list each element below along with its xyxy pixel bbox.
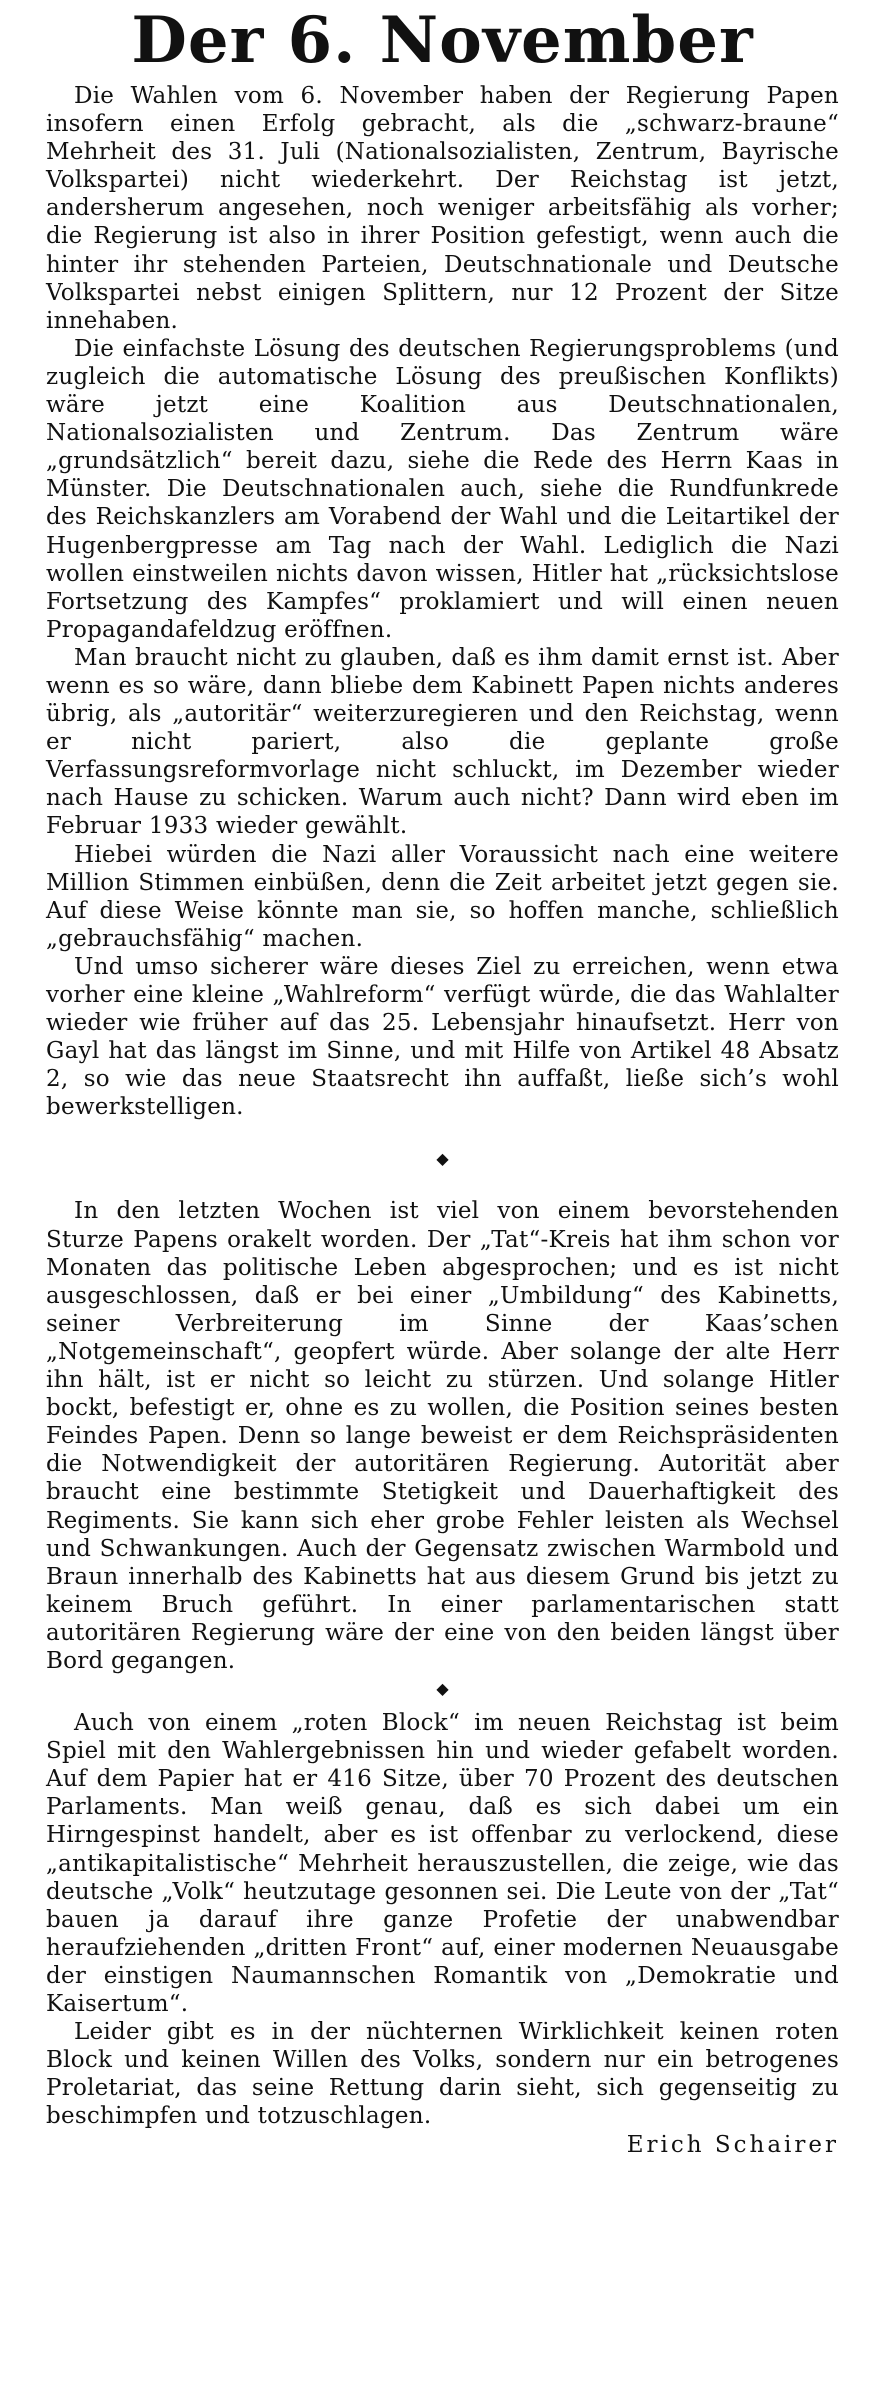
paragraph: Man braucht nicht zu glauben, daß es ihm damit ernst ist. Aber wenn es so wäre, dann bliebe dem Kabinett Papen nichts anderes übrig, als „autoritär“ weiterzuregieren und den Reichstag, wenn er nicht pariert, also die geplante große Verfassungsreformvorlage nicht schluckt, im Dezember wieder nach Hause zu schicken. Warum auch nicht? Dann wird eben im Februar 1933 wieder gewählt. <box>46 644 839 840</box>
article-section-1 <box>46 82 839 1121</box>
article-section-3 <box>46 1709 839 2130</box>
paragraph: Die einfachste Lösung des deutschen Regierungsproblems (und zugleich die automatische Lösung des preußischen Konflikts) wäre jetzt eine Koalition aus Deutschnationalen, Nationalsozialisten und Zentrum. Das Zentrum wäre „grundsätzlich“ bereit dazu, siehe die Rede des Herrn Kaas in Münster. Die Deutschnationalen auch, siehe die Rundfunkrede des Reichskanzlers am Vorabend der Wahl und die Leitartikel der Hugenbergpresse am Tag nach der Wahl. Lediglich die Nazi wollen einstweilen nichts davon wissen, Hitler hat „rücksichtslose Fortsetzung des Kampfes“ proklamiert und will einen neuen Propagandafeldzug eröffnen. <box>46 335 839 643</box>
author-signature: Erich Schairer <box>626 2132 839 2159</box>
paragraph: Die Wahlen vom 6. November haben der Regierung Papen insofern einen Erfolg gebracht, als die „schwarz-braune“ Mehrheit des 31. Juli (Nationalsozialisten, Zentrum, Bayrische Volkspartei) nicht wiederkehrt. Der Reichstag ist jetzt, andersherum angesehen, noch weniger arbeitsfähig als vorher; die Regierung ist also in ihrer Position gefestigt, wenn auch die hinter ihr stehenden Parteien, Deutschnationale und Deutsche Volkspartei nebst einigen Splittern, nur 12 Prozent der Sitze innehaben. <box>46 83 839 334</box>
paragraph: In den letzten Wochen ist viel von einem bevorstehenden Sturze Papens orakelt worden. Der „Tat“-Kreis hat ihm schon vor Monaten das politische Leben abgesprochen; und es ist nicht ausgeschlossen, daß er bei einer „Umbildung“ des Kabinetts, seiner Verbreiterung im Sinne der Kaas’schen „Notgemeinschaft“, geopfert würde. Aber solange der alte Herr ihn hält, ist er nicht so leicht zu stürzen. Und solange Hitler bockt, befestigt er, ohne es zu wollen, die Position seines besten Feindes Papen. Denn so lange beweist er dem Reichspräsidenten die Notwendigkeit der autoritären Regierung. Autorität aber braucht eine bestimmte Stetigkeit und Dauerhaftigkeit des Regiments. Sie kann sich eher grobe Fehler leisten als Wechsel und Schwankungen. Auch der Gegensatz zwischen Warmbold und Braun innerhalb des Kabinetts hat aus diesem Grund bis jetzt zu keinem Bruch geführt. In einer parlamentarischen statt autoritären Regierung wäre der eine von den beiden längst über Bord gegangen. <box>46 1198 839 1674</box>
paragraph: Leider gibt es in der nüchternen Wirklichkeit keinen roten Block und keinen Willen des Volks, sondern nur ein betrogenes Proletariat, das seine Rettung darin sieht, sich gegenseitig zu beschimpfen und totzuschlagen. <box>46 2019 839 2130</box>
paragraph: Auch von einem „roten Block“ im neuen Reichstag ist beim Spiel mit den Wahlergebnissen hin und wieder gefabelt worden. Auf dem Papier hat er 416 Sitze, über 70 Prozent des deutschen Parlaments. Man weiß genau, daß es sich dabei um ein Hirngespinst handelt, aber es ist offenbar zu verlockend, diese „antikapitalistische“ Mehrheit herauszustellen, die zeige, wie das deutsche „Volk“ heutzutage gesonnen sei. Die Leute von der „Tat“ bauen ja darauf ihre ganze Profetie der unabwendbar heraufziehenden „dritten Front“ auf, einer modernen Neuausgabe der einstigen Naumannschen Romantik von „Demokratie und Kaisertum“. <box>46 1710 839 2017</box>
section-divider-diamond-icon: ◆ <box>436 1679 449 1699</box>
paragraph: Hiebei würden die Nazi aller Voraussicht nach eine weitere Million Stimmen einbüßen, denn die Zeit arbeitet jetzt gegen sie. Auf diese Weise könnte man sie, so hoffen manche, schließlich „gebrauchsfähig“ machen. <box>46 841 839 952</box>
article-title: Der 6. November <box>131 3 754 78</box>
section-divider-diamond-icon: ◆ <box>436 1149 449 1169</box>
article-section-2 <box>46 1197 839 1675</box>
paragraph: Und umso sicherer wäre dieses Ziel zu erreichen, wenn etwa vorher eine kleine „Wahlreform“ verfügt würde, die das Wahlalter wieder wie früher auf das 25. Lebensjahr hinaufsetzt. Herr von Gayl hat das längst im Sinne, und mit Hilfe von Artikel 48 Absatz 2, so wie das neue Staatsrecht ihn auffaßt, ließe sich’s wohl bewerkstelligen. <box>46 953 839 1121</box>
